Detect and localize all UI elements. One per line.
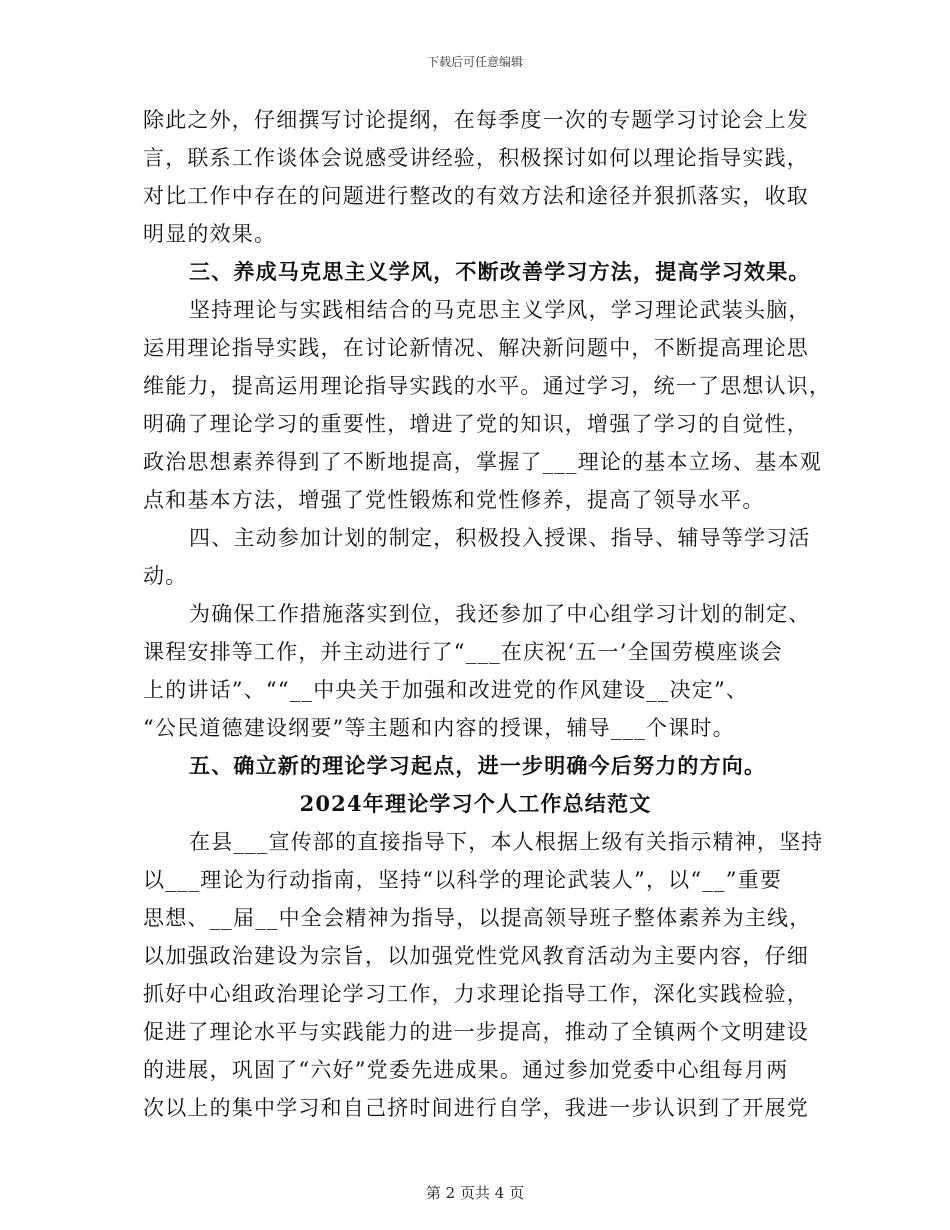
text-line: 以加强政治建设为宗旨，以加强党性党风教育活动为主要内容，仔细 [143,944,809,968]
text-line: 为确保工作措施落实到位，我还参加了中心组学习计划的制定、 [189,602,811,626]
text-line: 政治思想素养得到了不断地提高，掌握了___理论的基本立场、基本观 [143,450,822,474]
text-line: 坚持理论与实践相结合的马克思主义学风，学习理论武装头脑， [189,298,811,322]
text-line: 点和基本方法，增强了党性锻炼和党性修养，提高了领导水平。 [143,488,765,512]
text-line: 明显的效果。 [143,222,277,246]
text-line: 动。 [143,564,188,588]
text-line: 除此之外，仔细撰写讨论提纲，在每季度一次的专题学习讨论会上发 [143,108,809,132]
text-line: 课程安排等工作，并主动进行了“___在庆祝‘五一’全国劳模座谈会 [143,640,783,664]
text-line: 促进了理论水平与实践能力的进一步提高，推动了全镇两个文明建设 [143,1020,809,1044]
document-body [143,101,832,1127]
section-heading-3: 三、养成马克思主义学风，不断改善学习方法，提高学习效果。 [189,259,811,284]
text-line: 抓好中心组政治理论学习工作，力求理论指导工作，深化实践检验， [143,982,809,1006]
text-line: 在县___宣传部的直接指导下，本人根据上级有关指示精神，坚持 [189,830,824,854]
document-title: 2024年理论学习个人工作总结范文 [299,791,652,816]
section-heading-5: 五、确立新的理论学习起点，进一步明确今后努力的方向。 [189,753,767,778]
page-footer: 第 2 页共 4 页 [425,1184,525,1202]
section-heading-4: 四、主动参加计划的制定，积极投入授课、指导、辅导等学习活 [189,526,811,550]
text-line: 运用理论指导实践，在讨论新情况、解决新问题中，不断提高理论思 [143,336,809,360]
text-line: 维能力，提高运用理论指导实践的水平。通过学习，统一了思想认识， [143,374,832,398]
text-line: 言，联系工作谈体会说感受讲经验，积极探讨如何以理论指导实践， [143,146,809,170]
text-line: 思想、__届__中全会精神为指导，以提高领导班子整体素养为主线， [143,906,812,930]
text-line: 以___理论为行动指南，坚持“以科学的理论武装人”，以“__”重要 [143,868,783,892]
text-line: “公民道德建设纲要”等主题和内容的授课，辅导___个课时。 [143,716,735,740]
text-line: 对比工作中存在的问题进行整改的有效方法和途径并狠抓落实，收取 [143,184,809,208]
page-header: 下载后可任意编辑 [426,55,523,69]
text-line: 的进展，巩固了“六好”党委先进成果。通过参加党委中心组每月两 [143,1058,789,1082]
text-line: 次以上的集中学习和自己挤时间进行自学，我进一步认识到了开展党 [143,1096,809,1120]
text-line: 上的讲话”、““__中央关于加强和改进党的作风建设__决定”、 [143,678,749,702]
text-line: 明确了理论学习的重要性，增进了党的知识，增强了学习的自觉性， [143,412,809,436]
